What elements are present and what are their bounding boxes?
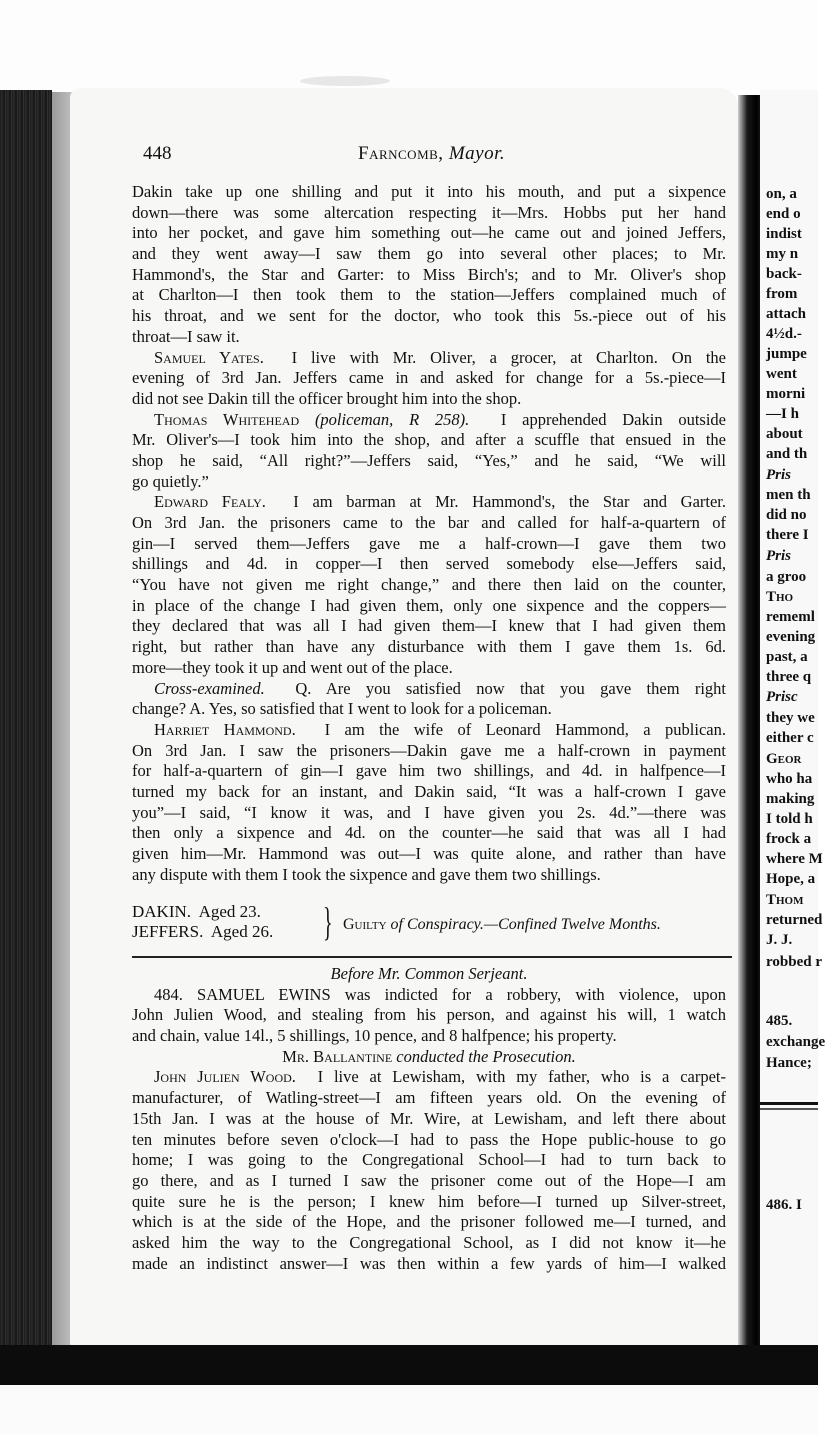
defendant-name: DAKIN.	[132, 902, 192, 921]
fragment-line: robbed r	[766, 954, 822, 970]
text-line: they declared that was all I had given them—I knew that I had given them	[132, 616, 726, 636]
text-line: shillings and 4d. in copper—I then served somebody else—Jeffers said,	[132, 554, 726, 574]
fragment-line: end o	[766, 206, 801, 222]
cross-examination: Cross-examined. Q. Are you satisfied now that you gave them right	[154, 678, 726, 698]
defendant-age: Aged 26.	[210, 922, 274, 941]
case-484	[132, 964, 726, 1274]
section-rule	[132, 956, 732, 958]
page-number: 448	[143, 143, 172, 164]
text-line: change? A. Yes, so satisfied that I went to look for a policeman.	[132, 699, 552, 719]
fragment-line: where M	[766, 851, 823, 867]
cross-label: Cross-examined.	[154, 678, 265, 698]
text-line: you”—I said, “I know it was, and I have given you 2s. 4d.”—there was	[132, 802, 726, 822]
text-line: did not see Dakin till the officer brought him into the shop.	[132, 388, 522, 408]
book-binding	[0, 90, 52, 1350]
text-line: right, but rather than have any disturbance with them I gave them 1s. 6d.	[132, 637, 726, 657]
testimony-john-julien-wood: John Julien Wood. I live at Lewisham, with my father, who is a carpet-	[154, 1067, 726, 1087]
witness-name: Harriet Hammond.	[154, 719, 296, 739]
text-line: shop he said, “All right?”—Jeffers said, “Yes,” and he said, “We will	[132, 450, 726, 470]
testimony-harriet-hammond: Harriet Hammond. I am the wife of Leonard Hammond, a publican.	[154, 719, 726, 739]
fragment-line: who ha	[766, 771, 813, 787]
fragment-line: there I	[766, 527, 809, 543]
fragment-rule	[760, 1102, 818, 1105]
fragment-line: a groo	[766, 569, 807, 585]
witness-name: John Julien Wood.	[154, 1067, 296, 1087]
text-line: into her pocket, and gave him something out—he came out and joined Jeffers,	[132, 223, 726, 243]
fragment-line: Geor	[766, 751, 802, 767]
fragment-line: exchange	[766, 1034, 825, 1050]
court-heading: Before Mr. Common Serjeant.	[330, 964, 528, 983]
text-line: Mr. Oliver's—I took him into the shop, and after a scuffle that ensued in the	[132, 430, 726, 450]
prosecution-line: Mr. Ballantine conducted the Prosecution.	[282, 1046, 576, 1066]
fragment-line: went	[766, 366, 797, 382]
fragment-line: and th	[766, 446, 808, 462]
text-line: and they went away—I saw them go into several other places; to Mr.	[132, 244, 726, 264]
text-line: made an indistinct answer—I was then within a few yards of him—I walked	[132, 1253, 726, 1273]
text-line: which is at the side of the Hope, and the prisoner followed me—I turned, and	[132, 1212, 726, 1232]
defendant-age: Aged 23.	[198, 902, 261, 921]
body-text	[132, 182, 726, 885]
indictment-line: 484. SAMUEL EWINS was indicted for a robbery, with violence, upon	[154, 984, 726, 1004]
witness-name: Thomas Whitehead	[154, 409, 300, 429]
text-line: evening of 3rd Jan. Jeffers came in and asked for change for a 5s.-piece—I	[132, 368, 726, 388]
fragment-line: from	[766, 286, 798, 302]
text-line: gin—I served them—Jeffers gave me a half-crown—I gave them two	[132, 533, 726, 553]
fragment-line: they we	[766, 710, 815, 726]
fragment-line: Hance;	[766, 1055, 812, 1071]
fragment-line: 485.	[766, 1013, 793, 1029]
scan-bottom-margin	[0, 1385, 818, 1435]
text-line: On 3rd Jan. I saw the prisoners—Dakin gave me a half-crown in payment	[132, 740, 726, 760]
fragment-line: Pris	[766, 548, 792, 564]
text-line: 15th Jan. I was at the house of Mr. Wire, at Lewisham, and left there about	[132, 1108, 726, 1128]
testimony-thomas-whitehead: Thomas Whitehead (policeman, R 258). I apprehended Dakin outside	[154, 409, 727, 429]
fragment-line: returned	[766, 912, 823, 928]
fragment-line: 486. I	[766, 1197, 802, 1213]
text-line: quite sure he is the person; I knew him before—I turned up Silver-street,	[132, 1191, 726, 1211]
fragment-line: about	[766, 426, 803, 442]
text-line: On 3rd Jan. the prisoners came to the bar and called for half-a-quartern of	[132, 513, 726, 532]
text-line: go there, and as I turned I saw the prisoner come out of the Hope—I am	[132, 1170, 726, 1190]
fragment-line: my n	[766, 246, 799, 262]
fragment-rule	[760, 1108, 818, 1110]
facing-page-fragment	[760, 90, 825, 1346]
scan-bottom-shadow	[0, 1345, 818, 1385]
verdict	[132, 899, 732, 952]
text-line: home; I was going to the Congregational School—I had to turn back to	[132, 1150, 726, 1170]
text-line: then only a sixpence and 4d. on the counter—he said that was all I had	[132, 823, 726, 843]
fragment-line: Hope, a	[766, 871, 816, 887]
fragment-line: did no	[766, 507, 807, 523]
text-line: ten minutes before seven o'clock—I had to pass the Hope public-house to go	[132, 1129, 726, 1149]
scan-top-margin	[0, 0, 818, 90]
fragment-line: Tho	[766, 589, 794, 605]
text-line: given him—Mr. Hammond was out—I was quite alone, and rather than have	[132, 844, 726, 863]
fragment-line: evening	[766, 629, 816, 645]
fragment-line: Thom	[766, 892, 804, 908]
fragment-line: —I h	[766, 406, 799, 422]
text-line: any dispute with them I took the sixpence and gave them two shillings.	[132, 864, 601, 884]
fragment-line: 4½d.-	[766, 326, 802, 342]
fragment-line: jumpe	[766, 346, 807, 362]
text-line: manufacturer, of Watling-street—I am fifteen years old. On the evening of	[132, 1088, 726, 1108]
witness-name: Edward Fealy.	[154, 492, 266, 512]
text-line: more—they took it up and went out of the place.	[132, 657, 453, 677]
text-line: and chain, value 14l., 5 shillings, 10 pence, and 8 halfpence; his property.	[132, 1026, 617, 1046]
witness-name: Samuel Yates.	[154, 347, 264, 367]
fragment-line: three q	[766, 669, 812, 685]
verdict-result: Guilty of Conspiracy.—Confined Twelve Months.	[343, 916, 661, 933]
text-line: down—there was some altercation respecting it—Mrs. Hobbs put her hand	[132, 202, 726, 222]
defendant-name: JEFFERS.	[132, 922, 204, 941]
fragment-line: either c	[766, 730, 814, 746]
fragment-line: Pris	[766, 467, 792, 483]
fragment-line: men th	[766, 487, 811, 503]
text-line: for half-a-quartern of gin—I gave him two shillings, and 4d. in halfpence—I	[132, 761, 726, 781]
fragment-line: back-	[766, 266, 802, 282]
fragment-line: J. J.	[766, 932, 793, 948]
fragment-line: indist	[766, 226, 802, 242]
text-line: throat—I saw it.	[132, 326, 240, 346]
text-line: his throat, and we sent for the doctor, who took this 5s.-piece out of his	[132, 306, 726, 326]
fragment-line: morni	[766, 386, 806, 402]
text-line: go quietly.”	[132, 471, 209, 491]
text-line: at Charlton—I then took them to the station—Jeffers complained much of	[132, 285, 726, 305]
scan-smudge	[300, 76, 390, 86]
running-head-title: Farncomb, Mayor.	[358, 143, 506, 164]
running-head	[143, 143, 733, 167]
text-line: “You have not given me right change,” and there then laid on the counter,	[132, 575, 726, 595]
testimony-samuel-yates: Samuel Yates. I live with Mr. Oliver, a grocer, at Charlton. On the	[154, 347, 727, 367]
fragment-line: past, a	[766, 649, 808, 665]
text-line: turned my back for an instant, and Dakin said, “It was a half-crown I gave	[132, 781, 726, 801]
text-line: in place of the change I had given them, only one sixpence and the coppers—	[132, 595, 726, 615]
fragment-line: making	[766, 791, 815, 807]
brace: }	[323, 899, 333, 944]
fragment-line: I told h	[766, 811, 813, 827]
fragment-line: Prisc	[766, 689, 798, 705]
testimony-edward-fealy: Edward Fealy. I am barman at Mr. Hammond's, the Star and Garter.	[154, 492, 727, 512]
text-line: Hammond's, the Star and Garter: to Miss Birch's; and to Mr. Oliver's shop	[132, 264, 726, 284]
fragment-line: attach	[766, 306, 806, 322]
fragment-line: rememl	[766, 609, 815, 625]
fragment-line: frock a	[766, 831, 812, 847]
text-line: John Julien Wood, and stealing from his person, and against his will, 1 watch	[132, 1005, 726, 1025]
text-line: Dakin take up one shilling and put it into his mouth, and put a sixpence	[132, 182, 726, 201]
fragment-line: on, a	[766, 186, 797, 202]
text-line: asked him the way to the Congregational School, as I did not know it—he	[132, 1232, 726, 1252]
defendant-list	[132, 902, 273, 942]
